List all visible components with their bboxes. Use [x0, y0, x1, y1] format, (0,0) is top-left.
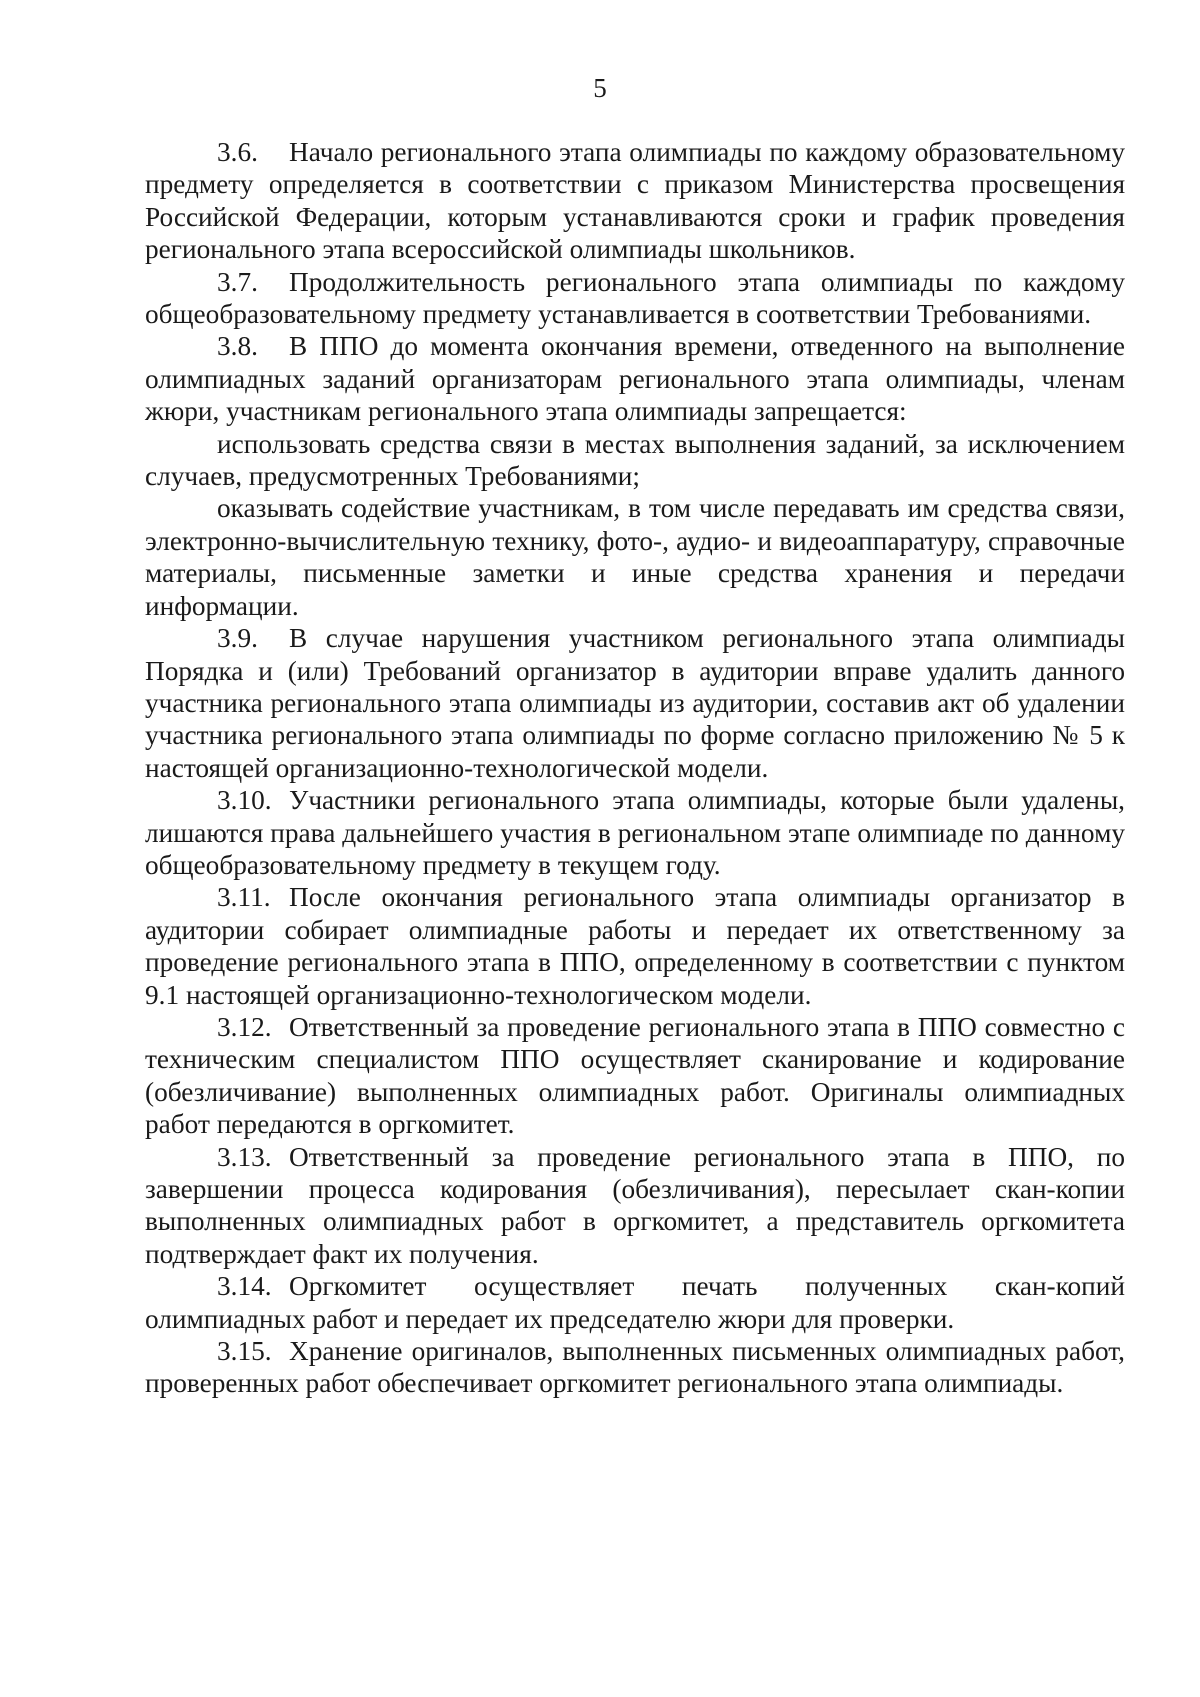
clause-number: 3.15.: [217, 1336, 272, 1367]
paragraph-text: Ответственный за проведение регионального этапа в ППО, по завершении процесса кодирования (обезличивания), пересылает скан-копии выполненных олимпиадных работ в оргкомитет, а представитель оргкомитета подтверждает факт их получения.: [145, 1141, 1125, 1269]
paragraph-text: оказывать содействие участникам, в том числе передавать им средства связи, электронно-вычислительную технику, фото-, аудио- и видеоаппаратуру, справочные материалы, письменные заметки и иные средства хранения и передачи информации.: [145, 493, 1125, 621]
clause-number: 3.6.: [217, 137, 258, 167]
clause-number: 3.7.: [217, 266, 258, 297]
paragraph-text: Оргкомитет осуществляет печать полученных скан-копий олимпиадных работ и передает их председателю жюри для проверки.: [145, 1271, 1125, 1334]
paragraph-3-6: [145, 136, 1125, 266]
paragraph-3-12: [145, 1011, 1125, 1141]
paragraph-3-10: [145, 784, 1125, 881]
paragraph-text: В ППО до момента окончания времени, отведенного на выполнение олимпиадных заданий организаторам регионального этапа олимпиады, членам жюри, участникам регионального этапа олимпиады запрещается:: [145, 331, 1125, 427]
paragraph-text: В случае нарушения участником регионального этапа олимпиады Порядка и (или) Требований организатор в аудитории вправе удалить данного участника регионального этапа олимпиады из аудитории, составив акт об удалении участника регионального этапа олимпиады по форме согласно приложению № 5 к настоящей организационно-технологической модели.: [145, 623, 1125, 783]
paragraph-3-15: [145, 1335, 1125, 1400]
paragraph-text: Начало регионального этапа олимпиады по каждому образовательному предмету определяется в соответствии с приказом Министерства просвещения Российской Федерации, которым устанавливаются сроки и график проведения регионального этапа всероссийской олимпиады школьников.: [145, 137, 1125, 265]
paragraph-text: Ответственный за проведение регионального этапа в ППО совместно с техническим специалистом ППО осуществляет сканирование и кодирование (обезличивание) выполненных олимпиадных работ. Оригиналы олимпиадных работ передаются в оргкомитет.: [145, 1011, 1125, 1140]
paragraph-text: После окончания регионального этапа олимпиады организатор в аудитории собирает олимпиадные работы и передает их ответственному за проведение регионального этапа в ППО, определенному в соответствии с пунктом 9.1 настоящей организационно-технологическом модели.: [145, 882, 1125, 1010]
paragraph-3-8-item-2: [145, 492, 1125, 622]
page-number: 5: [593, 73, 607, 103]
paragraph-text: Участники регионального этапа олимпиады, которые были удалены, лишаются права дальнейшего участия в региональном этапе олимпиаде по данному общеобразовательному предмету в текущем году.: [145, 785, 1125, 880]
paragraph-3-8: [145, 330, 1125, 427]
clause-number: 3.11.: [217, 882, 271, 913]
document-body: [145, 136, 1125, 1400]
paragraph-3-11: [145, 881, 1125, 1011]
clause-number: 3.12.: [217, 1011, 272, 1042]
clause-number: 3.9.: [217, 623, 258, 654]
paragraph-3-8-item-1: [145, 428, 1125, 493]
paragraph-3-13: [145, 1141, 1125, 1271]
paragraph-text: Хранение оригиналов, выполненных письменных олимпиадных работ, проверенных работ обеспечивает оргкомитет регионального этапа олимпиады.: [145, 1336, 1125, 1399]
paragraph-3-9: [145, 622, 1125, 784]
paragraph-3-14: [145, 1270, 1125, 1335]
clause-number: 3.8.: [217, 331, 258, 362]
paragraph-3-7: [145, 266, 1125, 331]
clause-number: 3.14.: [217, 1271, 272, 1302]
paragraph-text: Продолжительность регионального этапа олимпиады по каждому общеобразовательному предмету устанавливается в соответствии Требованиями.: [145, 266, 1125, 330]
clause-number: 3.13.: [217, 1141, 272, 1172]
clause-number: 3.10.: [217, 785, 272, 816]
paragraph-text: использовать средства связи в местах выполнения заданий, за исключением случаев, предусмотренных Требованиями;: [145, 428, 1125, 492]
